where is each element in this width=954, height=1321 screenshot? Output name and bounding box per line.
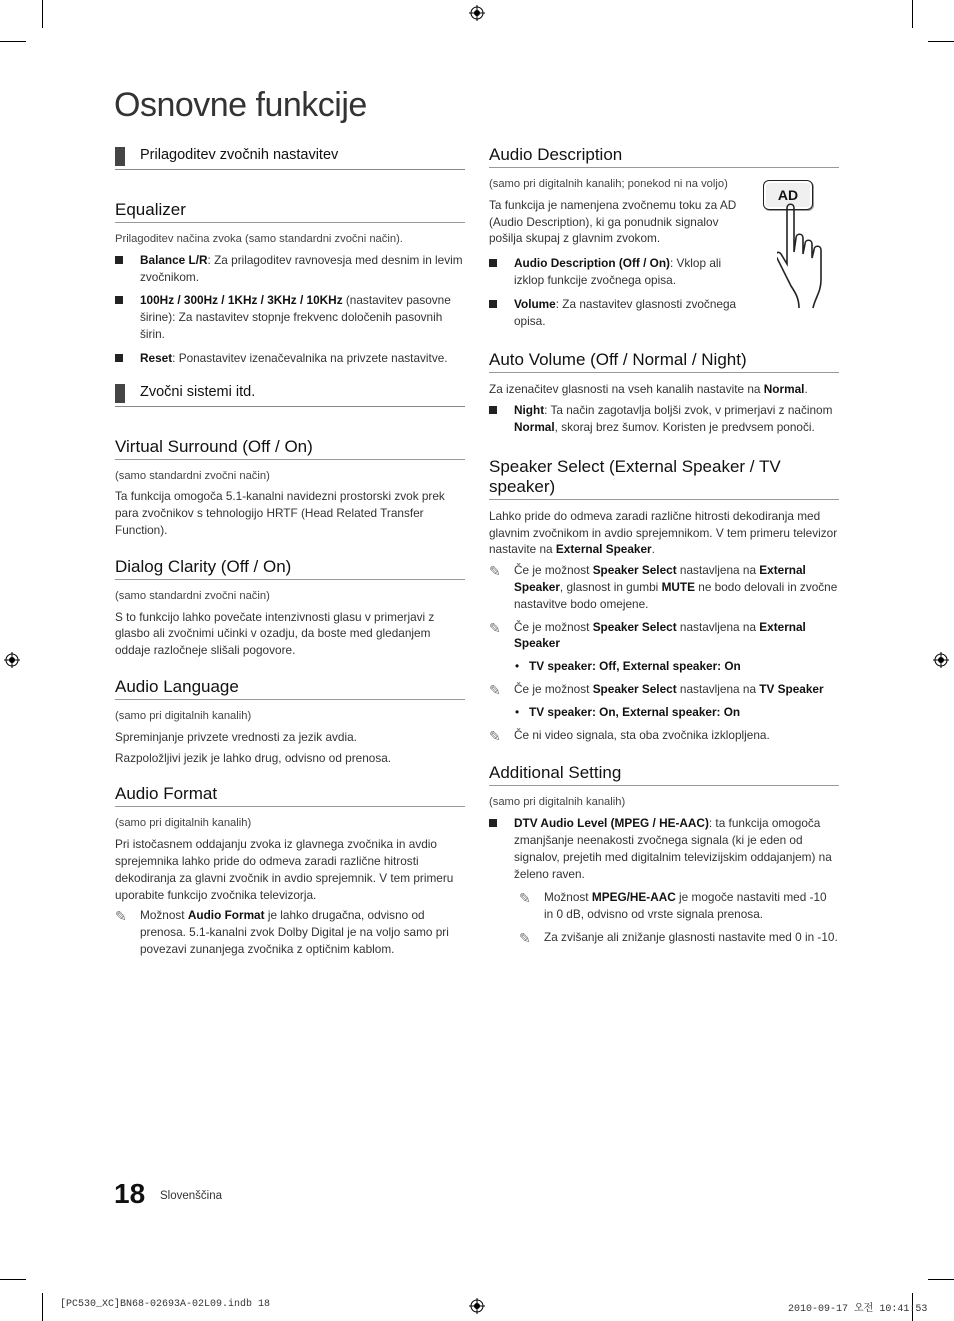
pencil-note-icon: ✎ [489,727,501,744]
note-item: ✎ Za zvišanje ali znižanje glasnosti nastavite med 0 in -10. [519,929,838,946]
note-text: (samo pri digitalnih kanalih; ponekod ni na voljo) [489,178,728,190]
note-item: ✎ Če ni video signala, sta oba zvočnika izklopljena. [489,727,770,744]
pencil-note-icon: ✎ [489,563,501,580]
page-language: Slovenščina [160,1190,223,1202]
body-text: Ta funkcija je namenjena zvočnemu toku za AD (Audio Description), ki ga ponudnik signalov pošilja skupaj z glavnim zvokom. [489,197,737,246]
crop-mark [0,1279,26,1280]
crop-mark [42,0,43,28]
body-text: Razpoložljivi jezik je lahko drug, odvisno od prenosa. [115,750,392,765]
speaker-select-heading: Speaker Select (External Speaker / TV speaker) [489,457,839,500]
print-timestamp: 2010-09-17 오전 10:41:53 [788,1304,928,1315]
audio-language-heading: Audio Language [115,677,465,700]
list-item: Audio Description (Off / On): Vklop ali izklop funkcije zvočnega opisa. [489,255,739,289]
auto-volume-list [489,402,839,436]
bullet-item: • TV speaker: On, External speaker: On [489,704,839,721]
registration-mark-icon [469,1298,485,1314]
list-item: Night: Ta način zagotavlja boljši zvok, v primerjavi z načinom Normal, skoraj brez šumov. Koristen je predvsem ponoči. [489,402,839,436]
crop-mark [42,1293,43,1321]
equalizer-intro: Prilagoditev načina zvoka (samo standardni zvočni način). [115,233,403,245]
body-text: Lahko pride do odmeva zaradi različne hitrosti dekodiranja med glavnim zvočnikom in avdio sprejemnikom. V tem primeru televizor nastavite na External Speaker. [489,508,838,557]
crop-mark [0,41,26,42]
ad-remote-illustration [761,180,841,310]
body-text: Spreminjanje privzete vrednosti za jezik avdia. [115,729,357,744]
note-item: ✎ Če je možnost Speaker Select nastavljena na TV Speaker [489,681,824,698]
pencil-note-icon: ✎ [115,908,127,925]
section-header [115,382,465,407]
section-header [115,145,465,170]
note-item: ✎ Če je možnost Speaker Select nastavljena na External Speaker, glasnost in gumbi MUTE ne bodo delovali in zvočne nastavitve bodo omejene. [489,563,838,611]
audio-format-heading: Audio Format [115,784,465,807]
dialog-clarity-heading: Dialog Clarity (Off / On) [115,557,465,580]
crop-mark [928,41,954,42]
pencil-note-icon: ✎ [519,929,531,946]
list-item: DTV Audio Level (MPEG / HE-AAC): ta funkcija omogoča zmanjšanje neenakosti zvočnega signala (ki je eden od signalov, prejetih med digitalnim televizijskim oddajanjem) na želeno raven. [489,815,839,882]
note-text: (samo pri digitalnih kanalih) [115,817,252,830]
left-column [115,145,465,964]
note-text: (samo pri digitalnih kanalih) [489,796,626,809]
body-text: Ta funkcija omogoča 5.1-kanalni navidezni prostorski zvok prek para zvočnikov s tehnologijo HRTF (Head Related Transfer Function). [115,489,445,537]
list-item: Balance L/R: Za prilagoditev ravnovesja med desnim in levim zvočnikom. [115,252,465,286]
body-text: Pri istočasnem oddajanju zvoka iz glavnega zvočnika in avdio sprejemnika lahko pride do odmeva zaradi različne hitrosti dekodiranja za glavni zvočnik in avdio sprejemnik. V tem primeru uporabite funkcijo zvočnika televizorja. [115,837,454,902]
pencil-note-icon: ✎ [489,619,501,636]
body-text: Za izenačitev glasnosti na vseh kanalih nastavite na Normal. [489,382,808,397]
page-title: Osnovne funkcije [114,86,367,124]
pencil-note-icon: ✎ [519,890,531,907]
section-marker-icon [115,147,125,166]
list-item: Volume: Za nastavitev glasnosti zvočnega opisa. [489,296,739,330]
note-item: ✎ Možnost Audio Format je lahko drugačna, odvisno od prenosa. 5.1-kanalni zvok Dolby Digital je na voljo samo pri povezavi zunanjega zvočnika z optičnim kablom. [115,908,449,956]
crop-mark [912,0,913,28]
list-item: 100Hz / 300Hz / 1KHz / 3KHz / 10KHz (nastavitev pasovne širine): Za nastavitev stopnje frekvenc določenih pasovnih širin. [115,292,465,342]
note-text: (samo standardni zvočni način) [115,589,270,602]
equalizer-list [115,252,465,367]
auto-volume-heading: Auto Volume (Off / Normal / Night) [489,350,839,373]
note-item: ✎ Možnost MPEG/HE-AAC je mogoče nastaviti med -10 in 0 dB, odvisno od vrste signala prenosa. [519,890,827,922]
note-text: (samo standardni zvočni način) [115,469,270,482]
registration-mark-icon [4,652,20,668]
crop-mark [928,1279,954,1280]
equalizer-heading: Equalizer [115,200,465,223]
ad-button: AD [763,180,813,210]
section-title: Prilagoditev zvočnih nastavitev [140,147,339,163]
additional-setting-heading: Additional Setting [489,763,839,786]
note-text: (samo pri digitalnih kanalih) [115,709,252,722]
registration-mark-icon [469,5,485,21]
bullet-item: • TV speaker: Off, External speaker: On [489,658,839,675]
hand-pressing-button-icon [777,200,841,312]
virtual-surround-heading: Virtual Surround (Off / On) [115,437,465,460]
section-marker-icon [115,384,125,403]
note-item: ✎ Če je možnost Speaker Select nastavljena na External Speaker [489,619,806,651]
right-column [489,145,839,952]
pencil-note-icon: ✎ [489,681,501,698]
audio-description-heading: Audio Description [489,145,839,168]
registration-mark-icon [933,652,949,668]
list-item: Reset: Ponastavitev izenačevalnika na privzete nastavitve. [115,350,465,367]
audio-description-list [489,255,739,329]
page-number: 18 [114,1178,146,1209]
body-text: S to funkcijo lahko povečate intenzivnosti glasu v primerjavi z glasbo ali zvočnimi učinki v ozadju, da boste med gledanjem oddaje razločneje slišali pogovore. [115,609,435,658]
file-info: [PC530_XC]BN68-02693A-02L09.indb 18 [60,1299,271,1310]
additional-list [489,815,839,882]
section-title: Zvočni sistemi itd. [140,383,256,400]
